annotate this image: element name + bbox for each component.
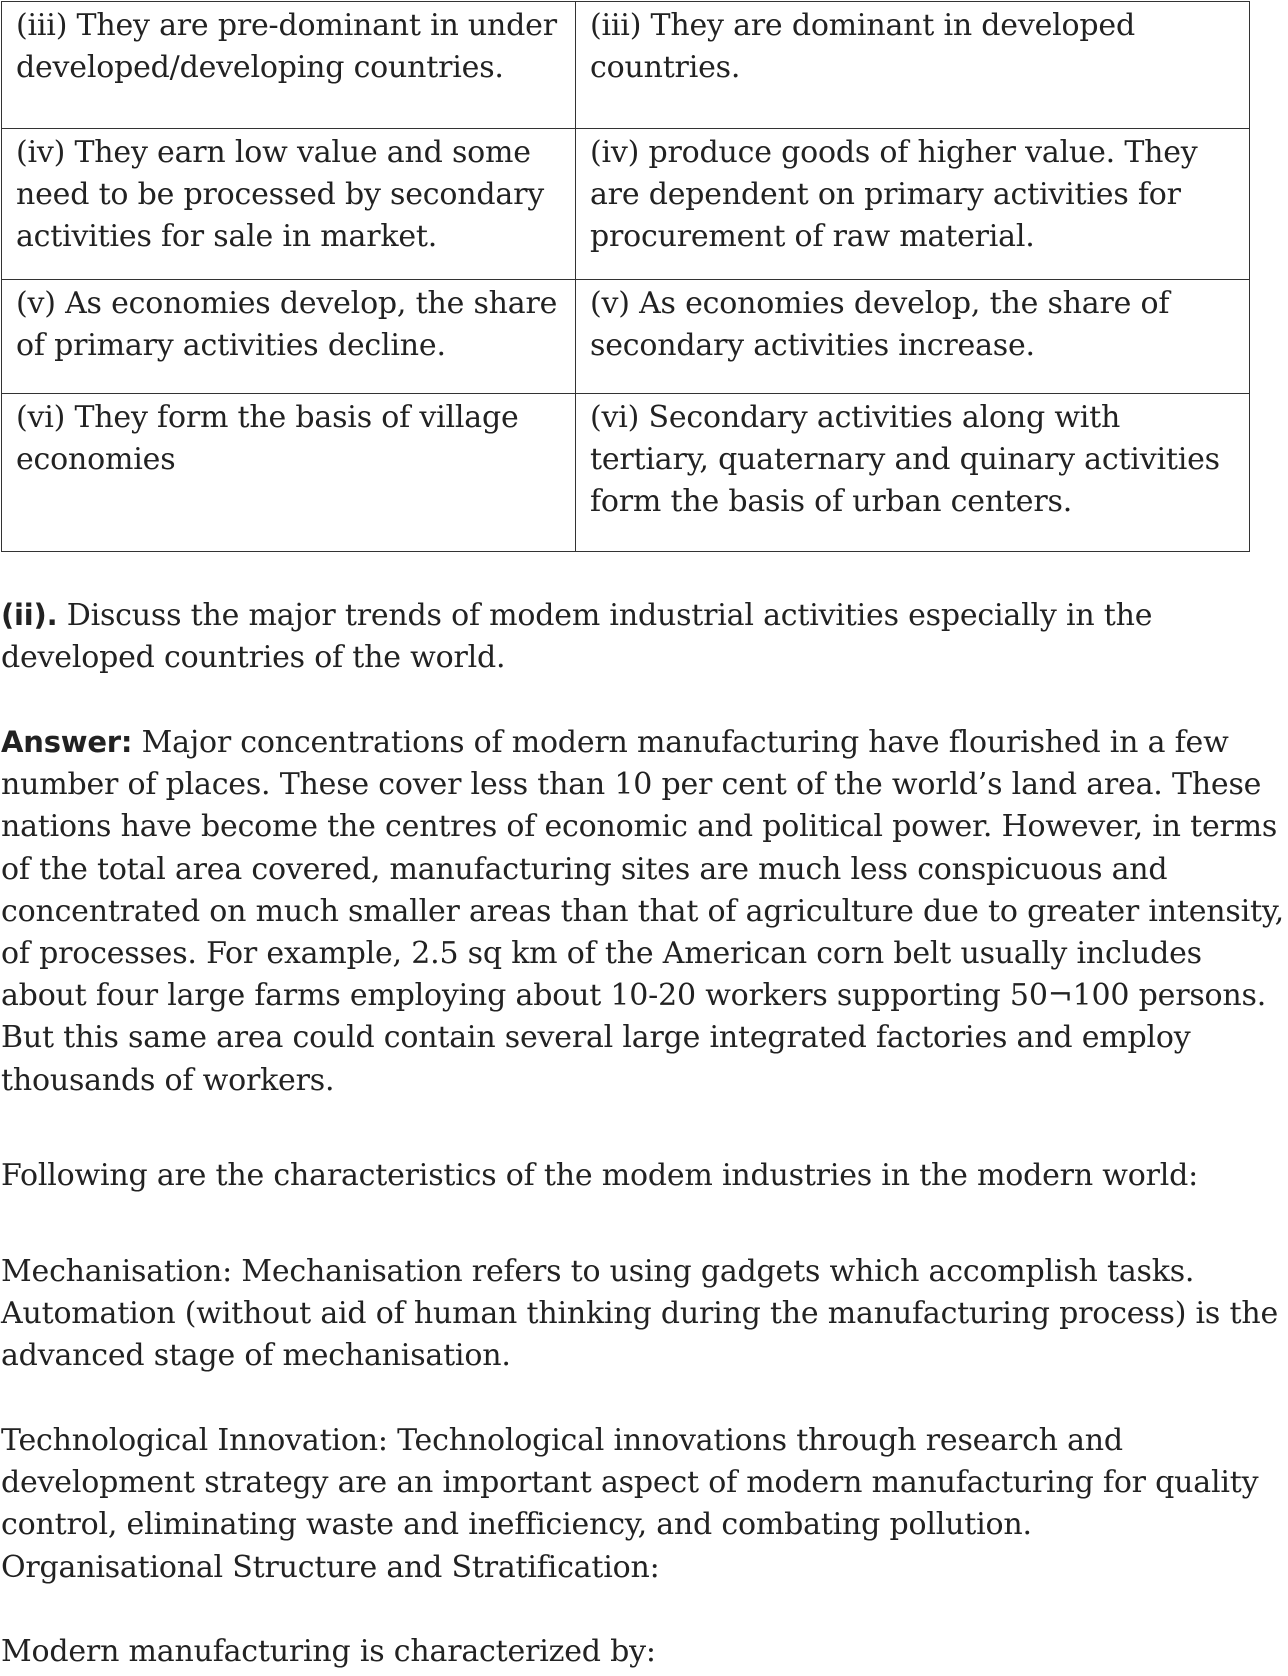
- primary-activity-cell: (iii) They are pre-dominant in under developed/developing countries.: [2, 2, 576, 129]
- modern-manufacturing-line: Modern manufacturing is characterized by:: [1, 1634, 656, 1669]
- mechanisation-paragraph: Mechanisation: Mechanisation refers to using gadgets which accomplish tasks. Automation (without aid of human thinking during the manufacturing process) is the advanced stage of mechanisation.: [1, 1254, 1278, 1374]
- answer-text: Major concentrations of modern manufacturing have flourished in a few number of places. These cover less than 10 per cent of the world’s land area. These nations have become the centres of economic and political power. However, in terms of the total area covered, manufacturing sites are much less conspicuous and concentrated on much smaller areas than that of agriculture due to greater intensity, of processes. For example, 2.5 sq km of the American corn belt usually includes about four large farms employing about 10-20 workers supporting 50¬100 persons. But this same area could contain several large integrated factories and employ thousands of workers.: [1, 725, 1284, 1098]
- table-row: [2, 129, 1250, 280]
- table-row: [2, 280, 1250, 394]
- organisational-structure-heading: Organisational Structure and Stratification:: [1, 1549, 660, 1585]
- answer-paragraph: [1, 721, 1287, 1102]
- answer-label: Answer:: [1, 725, 133, 759]
- secondary-activity-cell: (vi) Secondary activities along with tertiary, quaternary and quinary activities form the basis of urban centers.: [576, 394, 1250, 552]
- question-paragraph: [1, 594, 1287, 679]
- secondary-activity-cell: (v) As economies develop, the share of secondary activities increase.: [576, 280, 1250, 394]
- secondary-activity-cell: (iii) They are dominant in developed countries.: [576, 2, 1250, 129]
- primary-activity-cell: (iv) They earn low value and some need to be processed by secondary activities for sale in market.: [2, 129, 576, 280]
- question-text: Discuss the major trends of modem industrial activities especially in the developed countries of the world.: [1, 598, 1153, 676]
- technological-innovation-paragraph: [1, 1420, 1287, 1589]
- table-row: [2, 394, 1250, 552]
- question-label: (ii).: [1, 598, 58, 632]
- comparison-table: [1, 1, 1250, 552]
- secondary-activity-cell: (iv) produce goods of higher value. They are dependent on primary activities for procurement of raw material.: [576, 129, 1250, 280]
- primary-activity-cell: (vi) They form the basis of village economies: [2, 394, 576, 552]
- table-row: [2, 2, 1250, 129]
- primary-activity-cell: (v) As economies develop, the share of primary activities decline.: [2, 280, 576, 394]
- technological-innovation-text: Technological Innovation: Technological innovations through research and development strategy are an important aspect of modern manufacturing for quality control, eliminating waste and inefficiency, and combating pollution.: [1, 1423, 1259, 1543]
- characteristics-intro: Following are the characteristics of the modem industries in the modern world:: [1, 1158, 1199, 1193]
